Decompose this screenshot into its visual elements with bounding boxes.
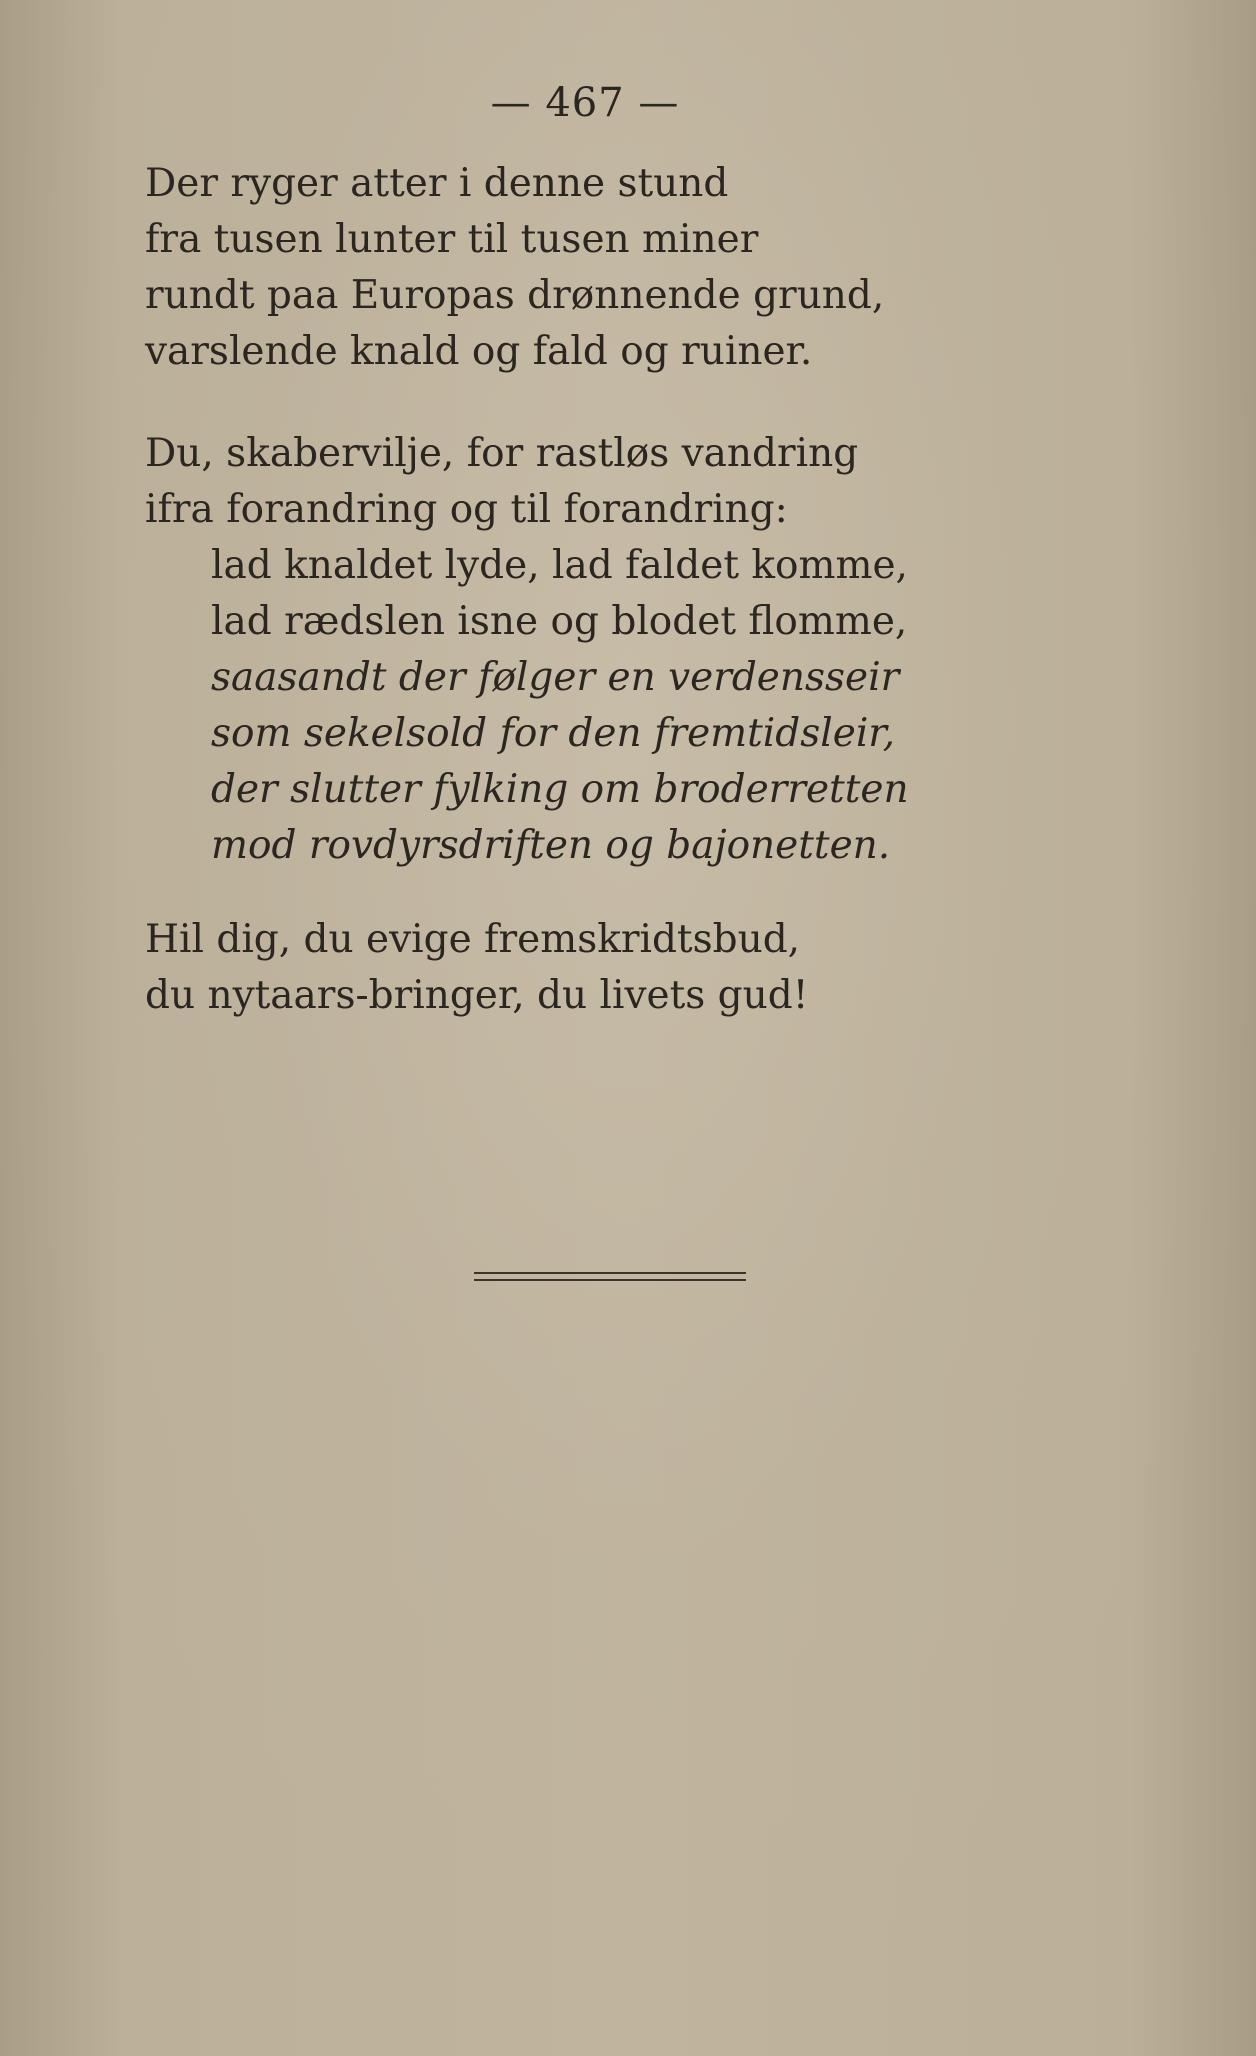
verse-line: lad rædslen isne og blodet flomme,	[211, 599, 908, 644]
verse-line: du nytaars-bringer, du livets gud!	[145, 973, 809, 1018]
verse-line: varslende knald og fald og ruiner.	[145, 329, 813, 374]
stanza-2	[145, 426, 1185, 874]
verse-line-italic: saasandt der følger en verdensseir	[211, 655, 900, 700]
stanza-3	[145, 912, 1185, 1024]
verse-line: ifra forandring og til forandring:	[145, 487, 788, 532]
verse-line-italic: der slutter fylking om broderretten	[211, 767, 909, 812]
page-number: — 467 —	[490, 80, 680, 126]
verse-line: lad knaldet lyde, lad faldet komme,	[211, 543, 908, 588]
end-rule-divider	[474, 1272, 746, 1281]
verse-line: Du, skabervilje, for rastløs vandring	[145, 431, 859, 476]
verse-line: Der ryger atter i denne stund	[145, 161, 729, 206]
verse-line-italic: som sekelsold for den fremtidsleir,	[211, 711, 896, 756]
verse-line: rundt paa Europas drønnende grund,	[145, 273, 885, 318]
verse-line: fra tusen lunter til tusen miner	[145, 217, 759, 262]
verse-line: Hil dig, du evige fremskridtsbud,	[145, 917, 801, 962]
stanza-1	[145, 156, 1185, 380]
verse-line-italic: mod rovdyrsdriften og bajonetten.	[211, 823, 891, 868]
